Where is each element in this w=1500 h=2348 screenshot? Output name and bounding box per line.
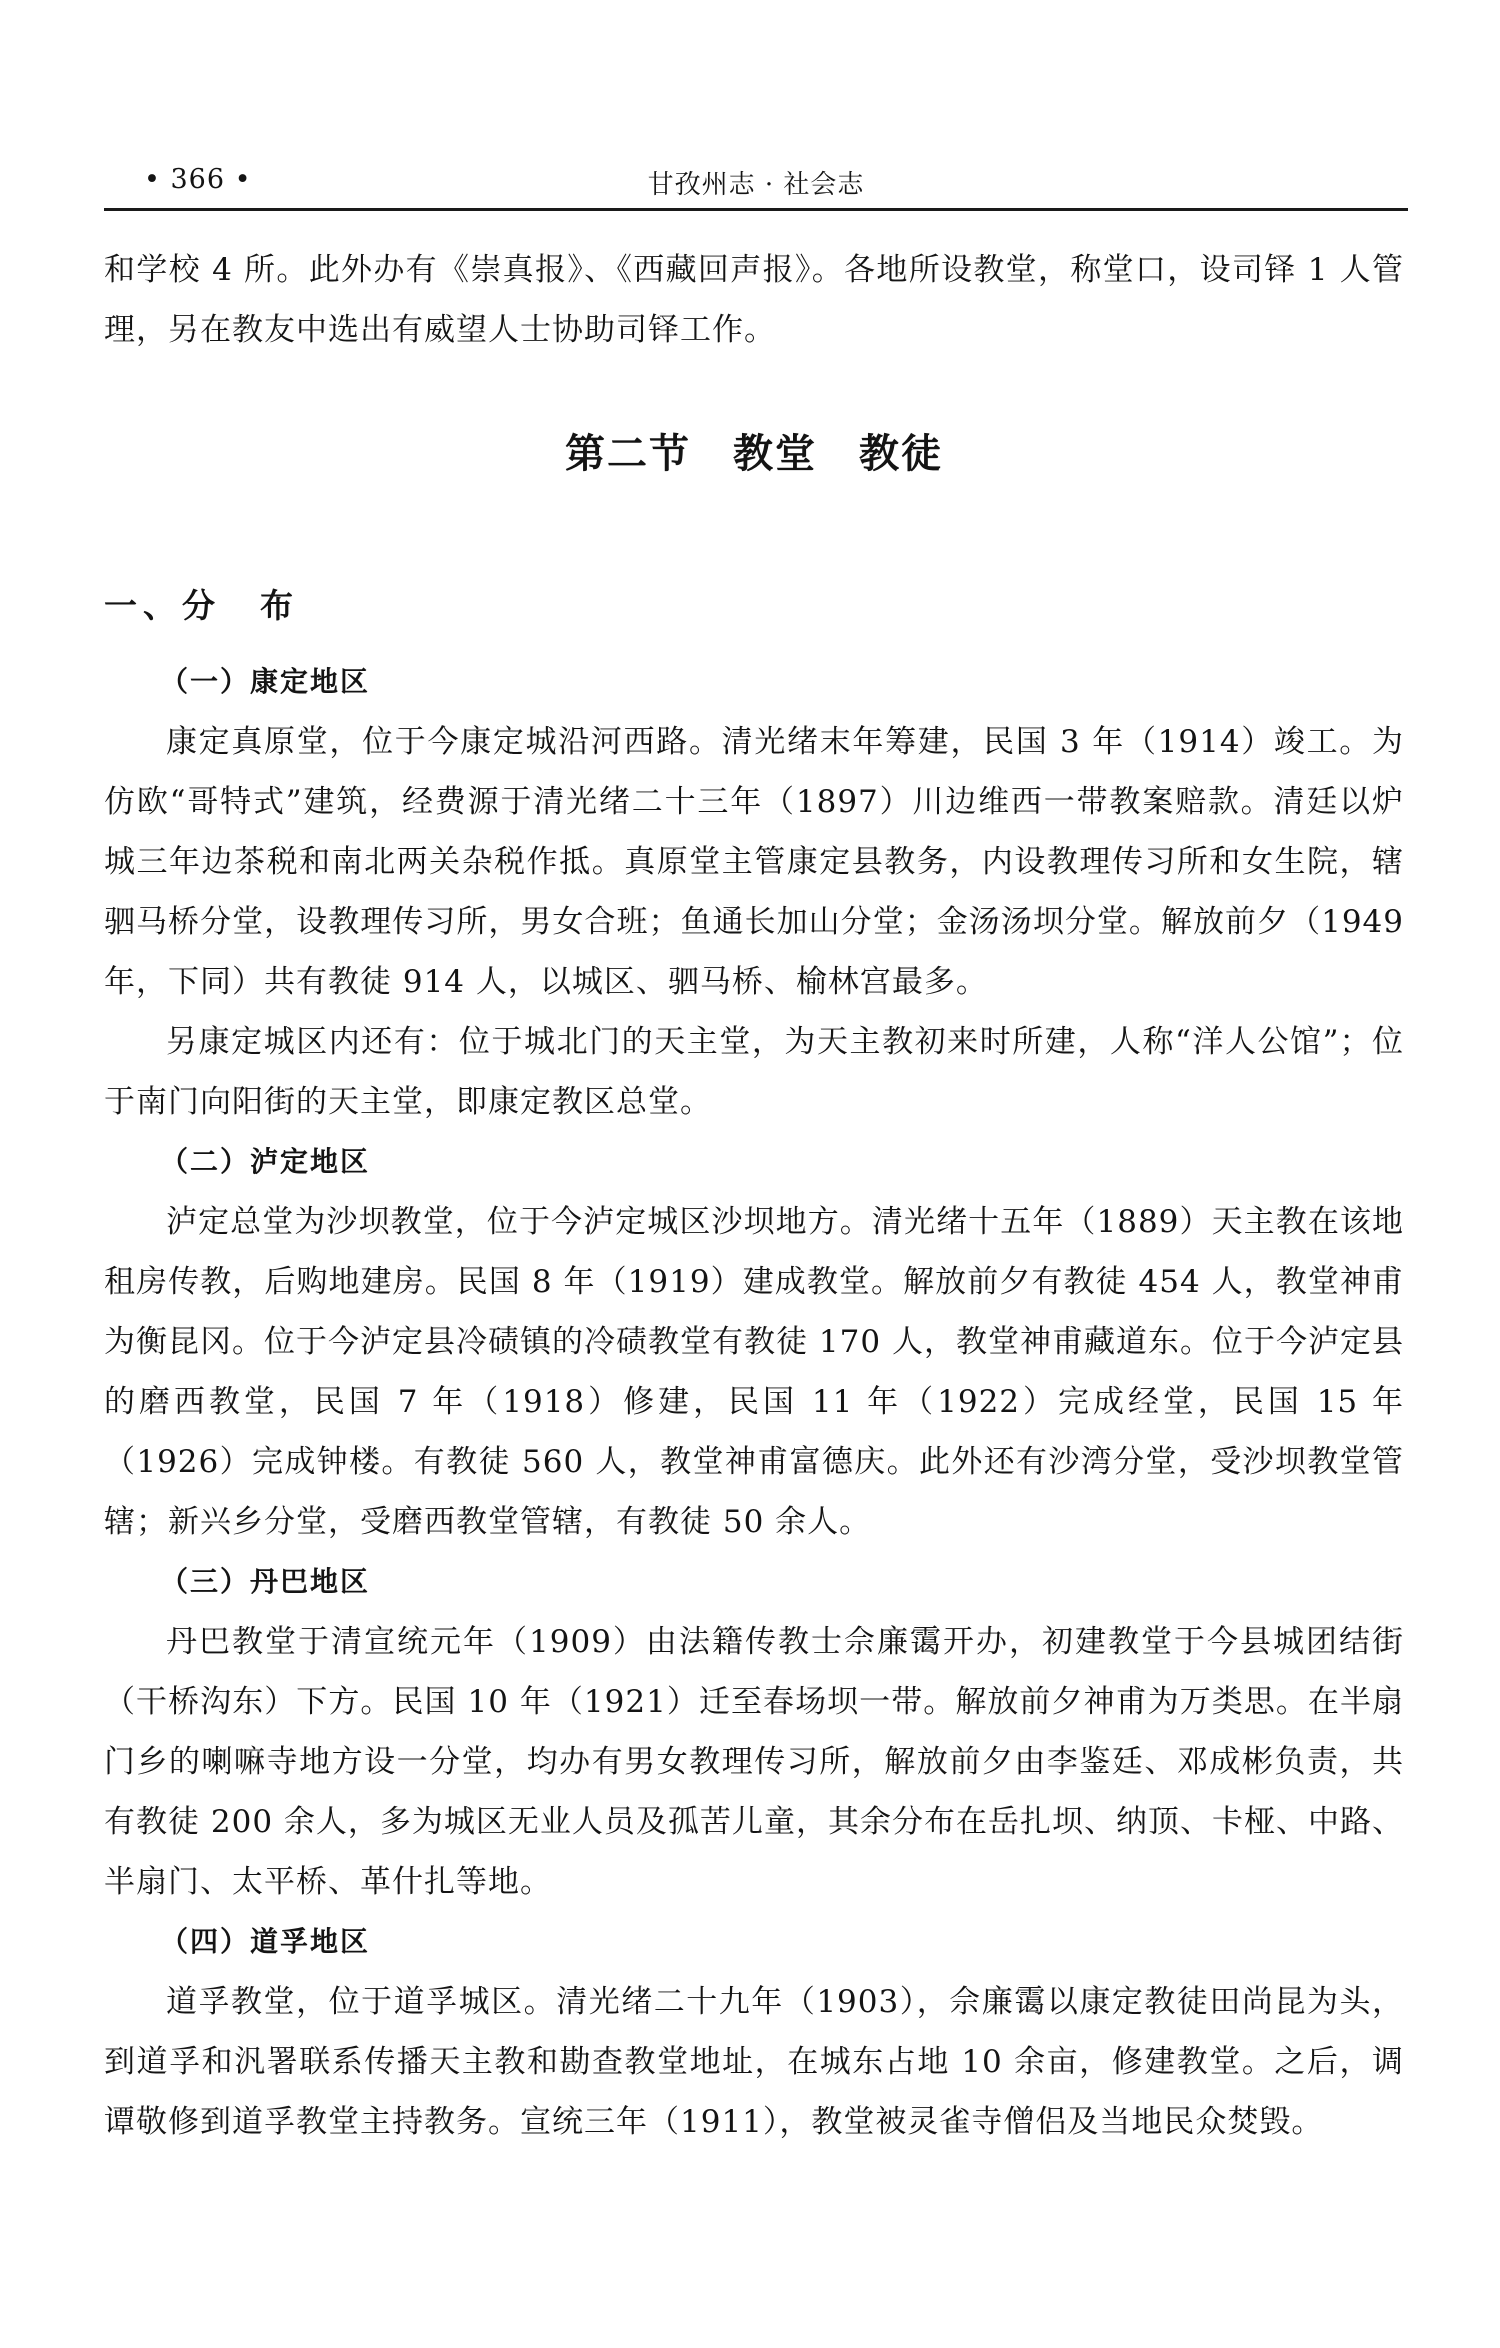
subsection-title: 一、分 布 (104, 586, 299, 625)
region-heading-daofu: （四）道孚地区 (160, 1925, 371, 1958)
paragraph-daofu-1: 道孚教堂，位于道孚城区。清光绪二十九年（1903），佘廉霭以康定教徒田尚昆为头，到道孚和汎署联系传播天主教和勘查教堂地址，在城东占地 10 余亩，修建教堂。之后，调谭敬修到道孚教堂主持教务。宣统三年（1911），教堂被灵雀寺僧侣及当地民众焚毁。 (104, 1984, 1404, 2140)
paragraph-luding-1: 泸定总堂为沙坝教堂，位于今泸定城区沙坝地方。清光绪十五年（1889）天主教在该地租房传教，后购地建房。民国 8 年（1919）建成教堂。解放前夕有教徒 454 人，教堂神甫为衡昆冈。位于今泸定县冷碛镇的冷碛教堂有教徒 170 人，教堂神甫藏道东。位于今泸定县的磨西教堂，民国 7 年（1918）修建，民国 11 年（1922）完成经堂，民国 15 年（1926）完成钟楼。有教徒 560 人，教堂神甫富德庆。此外还有沙湾分堂，受沙坝教堂管辖；新兴乡分堂，受磨西教堂管辖，有教徒 50 余人。 (104, 1204, 1404, 1540)
section-title: 第二节 教堂 教徒 (565, 430, 943, 477)
page-number: • 366 • (144, 164, 252, 195)
header-rule (104, 208, 1408, 211)
page-body (104, 240, 1404, 2152)
paragraph-kangding-1: 康定真原堂，位于今康定城沿河西路。清光绪末年筹建，民国 3 年（1914）竣工。为仿欧“哥特式”建筑，经费源于清光绪二十三年（1897）川边维西一带教案赔款。清廷以炉城三年边茶税和南北两关杂税作抵。真原堂主管康定县教务，内设教理传习所和女生院，辖驷马桥分堂，设教理传习所，男女合班；鱼通长加山分堂；金汤汤坝分堂。解放前夕（1949 年，下同）共有教徒 914 人，以城区、驷马桥、榆林宫最多。 (104, 724, 1404, 1000)
paragraph-kangding-2: 另康定城区内还有：位于城北门的天主堂，为天主教初来时所建，人称“洋人公馆”；位于南门向阳街的天主堂，即康定教区总堂。 (104, 1024, 1404, 1120)
region-heading-kangding: （一）康定地区 (160, 665, 371, 698)
intro-paragraph: 和学校 4 所。此外办有《崇真报》、《西藏回声报》。各地所设教堂，称堂口，设司铎 1 人管理，另在教友中选出有威望人士协助司铎工作。 (104, 252, 1404, 348)
running-title: 甘孜州志 · 社会志 (647, 170, 865, 200)
region-heading-danba: （三）丹巴地区 (160, 1565, 371, 1598)
page-header (104, 160, 1408, 200)
region-heading-luding: （二）泸定地区 (160, 1145, 371, 1178)
paragraph-danba-1: 丹巴教堂于清宣统元年（1909）由法籍传教士佘廉霭开办，初建教堂于今县城团结街（干桥沟东）下方。民国 10 年（1921）迁至春场坝一带。解放前夕神甫为万类思。在半扇门乡的喇嘛寺地方设一分堂，均办有男女教理传习所，解放前夕由李鉴廷、邓成彬负责，共有教徒 200 余人，多为城区无业人员及孤苦儿童，其余分布在岳扎坝、纳顶、卡桠、中路、半扇门、太平桥、革什扎等地。 (104, 1624, 1404, 1900)
